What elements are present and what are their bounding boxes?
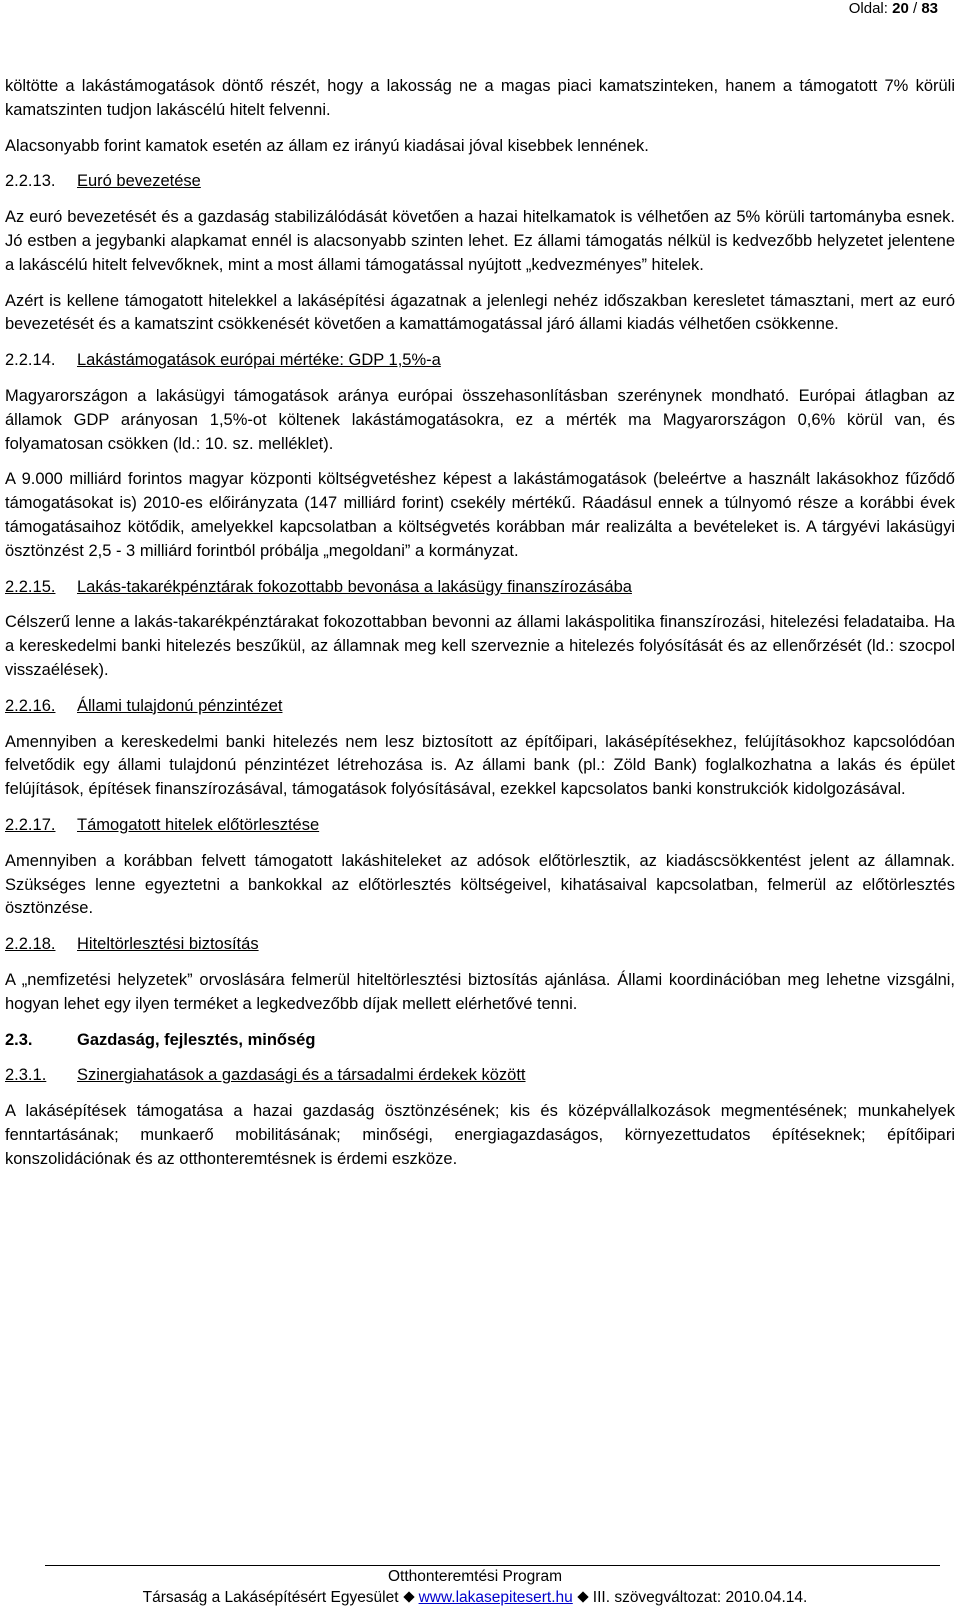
page-number bbox=[849, 0, 938, 18]
section-heading-2-2-16 bbox=[5, 695, 955, 719]
section-heading-2-2-13 bbox=[5, 170, 955, 194]
section-title: Euró bevezetése bbox=[77, 172, 201, 191]
document-body bbox=[5, 75, 955, 1183]
footer-program-title: Otthonteremtési Program bbox=[387, 1568, 562, 1585]
section-title: Szinergiahatások a gazdasági és a társadalmi érdekek között bbox=[77, 1066, 526, 1085]
paragraph: A „nemfizetési helyzetek” orvoslására felmerül hiteltörlesztési biztosítás ajánlása. Állami koordinációban meg lehetne vizsgálni, hogyan lehet egy ilyen terméket a legkedvezőbb díjak mellett elérhetővé tenni. bbox=[5, 970, 955, 1013]
section-number: 2.2.13. bbox=[5, 172, 56, 191]
section-heading-2-2-14 bbox=[5, 349, 955, 373]
page-separator: / bbox=[908, 0, 922, 17]
section-heading-2-2-17 bbox=[5, 814, 955, 838]
page-current: 20 bbox=[892, 0, 909, 17]
footer-version: III. szövegváltozat: 2010.04.14. bbox=[592, 1589, 808, 1606]
paragraph: A lakásépítések támogatása a hazai gazdaság ösztönzésének; kis és középvállalkozások megmentésének; munkahelyek fenntartásának; munkaerő mobilitásának; minőségi, energiagazdaságos, környezettudatos építéseknek; építőipari konszolidációnak és az otthonteremtésnek is érdemi eszköze. bbox=[5, 1102, 955, 1168]
diamond-icon bbox=[577, 1591, 588, 1602]
footer-info-line bbox=[0, 1587, 950, 1608]
section-heading-2-2-18 bbox=[5, 933, 955, 957]
section-number: 2.2.17. bbox=[5, 815, 56, 834]
section-title: Gazdaság, fejlesztés, minőség bbox=[77, 1030, 316, 1049]
section-number: 2.3. bbox=[5, 1030, 33, 1049]
paragraph: Amennyiben a kereskedelmi banki hitelezés nem lesz biztosított az építőipari, lakásépítésekhez, felújításokhoz kapcsolódóan felvetődik egy állami tulajdonú pénzintézet létrehozása is. Az állami bank (pl.: Zöld Bank) foglalkozhatna a lakás és épület felújítások, építések finanszírozásával, támogatások folyósításával, ezekkel kapcsolatos banki konstrukciók kidolgozásával. bbox=[5, 732, 955, 799]
section-number: 2.3.1. bbox=[5, 1066, 47, 1085]
section-title: Támogatott hitelek előtörlesztése bbox=[77, 815, 320, 834]
section-title: Állami tulajdonú pénzintézet bbox=[77, 696, 283, 715]
section-heading-2-3 bbox=[5, 1029, 955, 1053]
section-title: Lakástámogatások európai mértéke: GDP 1,5%-a bbox=[77, 351, 441, 370]
section-heading-2-2-15 bbox=[5, 576, 955, 600]
section-title: Lakás-takarékpénztárak fokozottabb bevonása a lakásügy finanszírozásába bbox=[77, 577, 632, 596]
paragraph: Amennyiben a korábban felvett támogatott lakáshiteleket az adósok előtörlesztik, az kiadáscsökkentést jelent az államnak. Szükséges lenne egyeztetni a bankokkal az előtörlesztés költségeivel, kihatásaival kapcsolatban, felmerül az előtörlesztés ösztönzése. bbox=[5, 851, 955, 918]
section-number: 2.2.18. bbox=[5, 935, 56, 954]
section-number: 2.2.16. bbox=[5, 696, 56, 715]
paragraph: Alacsonyabb forint kamatok esetén az állam ez irányú kiadásai jóval kisebbek lennének. bbox=[5, 136, 649, 155]
section-number: 2.2.14. bbox=[5, 351, 56, 370]
section-heading-2-3-1 bbox=[5, 1064, 955, 1088]
footer-website-link[interactable]: www.lakasepitesert.hu bbox=[418, 1589, 573, 1606]
section-title: Hiteltörlesztési biztosítás bbox=[77, 935, 259, 954]
page-label: Oldal: bbox=[848, 0, 893, 17]
page-total: 83 bbox=[921, 0, 938, 17]
footer-org-name: Társaság a Lakásépítésért Egyesület bbox=[142, 1589, 399, 1606]
paragraph: Magyarországon a lakásügyi támogatások aránya európai összehasonlításban szerénynek mondható. Európai átlagban az államok GDP arányosan 1,5%-ot költenek lakástámogatásokra, ez a mérték ma Magyarországon 0,6% körül van, és folyamatosan csökken (ld.: 10. sz. melléklet). bbox=[5, 386, 955, 453]
paragraph: Azért is kellene támogatott hitelekkel a lakásépítési ágazatnak a jelenlegi nehéz időszakban keresletet támasztani, mert az euró bevezetését és a kamatszint csökkenését követően a kamattámogatással járó állami kiadás vélhetően csökkenne. bbox=[5, 291, 955, 334]
paragraph: Célszerű lenne a lakás-takarékpénztárakat fokozottabban bevonni az állami lakáspolitika finanszírozási, hitelezési feladataiba. Ha a kereskedelmi banki hitelezés beszűkül, az államnak meg kell szerveznie a hitelezés folyósítását és az ellenőrzését (ld.: szocpol visszaélések). bbox=[5, 613, 955, 679]
paragraph: költötte a lakástámogatások döntő részét, hogy a lakosság ne a magas piaci kamatszinteken, hanem a támogatott 7% körüli kamatszinten tudjon lakáscélú hitelt felvenni. bbox=[5, 77, 955, 119]
diamond-icon bbox=[403, 1591, 414, 1602]
page-footer bbox=[0, 1566, 950, 1608]
section-number: 2.2.15. bbox=[5, 577, 56, 596]
paragraph: A 9.000 milliárd forintos magyar központi költségvetéshez képest a lakástámogatások (beleértve a használt lakásokhoz fűződő támogatásokat is) 2010-es előirányzata (147 milliárd forint) csekély mértékű. Ráadásul ennek a túlnyomó része a korábbi évek támogatásaihoz kötődik, amelyekkel kapcsolatban a költségvetés korábban már realizálta a bevételeket is. A tárgyévi lakásügyi ösztönzést 2,5 - 3 milliárd forintból próbálja „megoldani” a kormányzat. bbox=[5, 470, 955, 560]
paragraph: Az euró bevezetését és a gazdaság stabilizálódását követően a hazai hitelkamatok is vélhetően az 5% körüli tartományba esnek. Jó estben a jegybanki alapkamat ennél is alacsonyabb szinten lehet. Ez állami támogatás nélkül is kedvezőbb helyzetet jelentene a lakáscélú hitelt felvevőknek, mint a most állami támogatással nyújtott „kedvezményes” hitelek. bbox=[5, 208, 955, 274]
